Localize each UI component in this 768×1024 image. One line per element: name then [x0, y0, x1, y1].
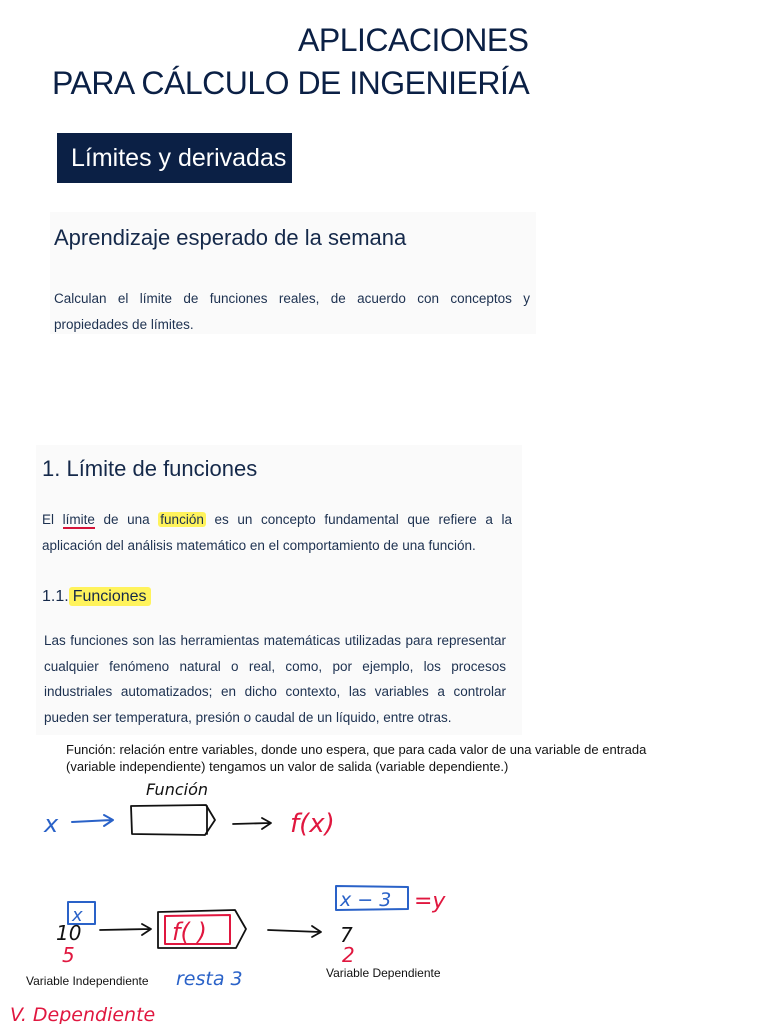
underlined-word-limite: límite — [62, 512, 95, 527]
learning-text: Calculan el límite de funciones reales, de acuerdo con conceptos y propiedades de límites. — [54, 291, 530, 332]
diagram-box-label: Función — [146, 780, 209, 799]
input-arrow — [72, 815, 113, 826]
example-input-bottom: 5 — [62, 943, 75, 967]
example-input-top: 10 — [56, 921, 82, 945]
handwritten-dependent-label: V. Dependiente — [10, 1004, 156, 1024]
output-arrow — [233, 818, 271, 829]
subsection-text: Las funciones son las herramientas matemáticas utilizadas para representar cualquier fenómeno natural o real, como, por ejemplo, los procesos industriales automatizados; en dicho contexto, las variables a controlar pueden ser temperatura, presión o caudal de un líquido, entre otras. — [44, 633, 506, 725]
function-box — [131, 805, 215, 835]
subsection-title: Funciones — [69, 587, 151, 606]
title-line-1: APLICACIONES — [298, 22, 529, 58]
definition-note: Función: relación entre variables, donde uno espera, que para cada valor de una variable de entrada (variable independiente) tengamos un valor de salida (variable dependiente.) — [66, 742, 647, 774]
label-dependent-variable: Variable Dependiente — [326, 966, 441, 980]
example-function-label: f( ) — [172, 918, 207, 946]
paragraph-text: El — [42, 512, 63, 527]
title-line-2: PARA CÁLCULO DE INGENIERÍA — [52, 65, 530, 101]
section-heading: 1. Límite de funciones — [42, 456, 258, 481]
example-input-x: x — [72, 905, 83, 926]
diagram-input-x: x — [44, 810, 59, 838]
example-output-bottom: 2 — [342, 943, 355, 967]
highlighted-word-funcion: función — [160, 512, 204, 527]
example-output-top: 7 — [340, 923, 353, 947]
example-arrow-in — [100, 924, 151, 935]
example-expression: x − 3 — [340, 889, 392, 911]
paragraph-text: de una — [94, 512, 159, 527]
subsection-number: 1.1. — [42, 588, 69, 605]
example-arrow-out — [268, 926, 321, 937]
paragraph-text: es un concepto fundamental que refiere a la aplicación del análisis matemático en el comportamiento de una función. — [42, 512, 512, 553]
diagram-output-fx: f(x) — [290, 809, 335, 839]
topic-badge: Límites y derivadas — [57, 133, 292, 183]
label-independent-variable: Variable Independiente — [26, 974, 149, 988]
example-resta-label: resta 3 — [176, 968, 243, 990]
example-equals-y: =y — [414, 889, 446, 914]
learning-heading: Aprendizaje esperado de la semana — [54, 225, 407, 250]
